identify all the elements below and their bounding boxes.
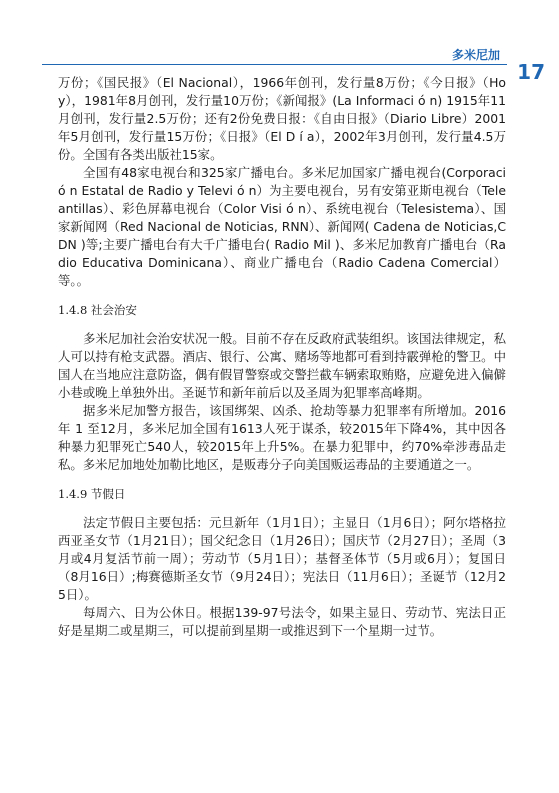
paragraph-newspapers: 万份；《国民报》（El Nacional），1966年创刊，发行量8万份；《今日报》（Hoy），1981年8月创刊，发行量10万份；《新闻报》(La Informaci ó n) 1915年11月创刊，发行量2.5万份；还有2份免费日报：《自由日报》（Diario Libre）2001年5月创刊，发行量15万份；《日报》（El D í a），2002年3月创刊，发行量4.5万份。全国有各类出版社15家。 <box>58 75 506 162</box>
chapter-title: 多米尼加 <box>451 48 500 62</box>
page-body <box>58 74 506 640</box>
paragraph-weekly-rest: 每周六、日为公休日。根据139-97号法令，如果主显日、劳动节、宪法日正好是星期二或星期三，可以提前到星期一或推迟到下一个星期一过节。 <box>58 605 506 638</box>
paragraph-security-overview: 多米尼加社会治安状况一般。目前不存在反政府武装组织。该国法律规定，私人可以持有枪支武器。酒店、银行、公寓、赌场等地都可看到持霰弹枪的警卫。中国人在当地应注意防盗，偶有假冒警察或交警拦截车辆索取贿赂，应避免进入偏僻小巷或晚上单独外出。圣诞节和新年前后以及圣周为犯罪率高峰期。 <box>58 331 506 400</box>
header-divider <box>42 64 507 65</box>
section-heading-holidays: 1.4.9 节假日 <box>58 487 126 501</box>
paragraph-broadcast-media: 全国有48家电视台和325家广播电台。多米尼加国家广播电视台(Corporaci ó n Estatal de Radio y Televi ó n）为主要电视台，另有安第亚斯电视台（Teleantillas）、彩色屏幕电视台（Color Visi ó n）、系统电视台（Telesistema）、国家新闻网（Red Nacional de Noticias, RNN）、新闻网( Cadena de Noticias,CDN )等;主要广播电台有大千广播电台( Radio Mil )、多米尼加教育广播电台（Radio Educativa Dominicana）、商业广播电台（Radio Cadena Comercial）等。。 <box>58 165 506 288</box>
paragraph-public-holidays: 法定节假日主要包括：元旦新年（1月1日）；主显日（1月6日）；阿尔塔格拉西亚圣女节（1月21日）；国父纪念日（1月26日）；国庆节（2月27日）；圣周（3月或4月复活节前一周）；劳动节（5月1日）；基督圣体节（5月或6月）；复国日（8月16日）;梅赛德斯圣女节（9月24日）；宪法日（11月6日）；圣诞节（12月25日）。 <box>58 515 506 602</box>
page-number: 17 <box>517 60 545 84</box>
paragraph-crime-statistics: 据多米尼加警方报告，该国绑架、凶杀、抢劫等暴力犯罪率有所增加。2016年 1 至12月，多米尼加全国有1613人死于谋杀，较2015年下降4%，其中因各种暴力犯罪死亡540人，较2015年上升5%。在暴力犯罪中，约70%牵涉毒品走私。多米尼加地处加勒比地区，是贩毒分子向美国贩运毒品的主要通道之一。 <box>58 403 506 472</box>
section-heading-public-security: 1.4.8 社会治安 <box>58 303 137 317</box>
